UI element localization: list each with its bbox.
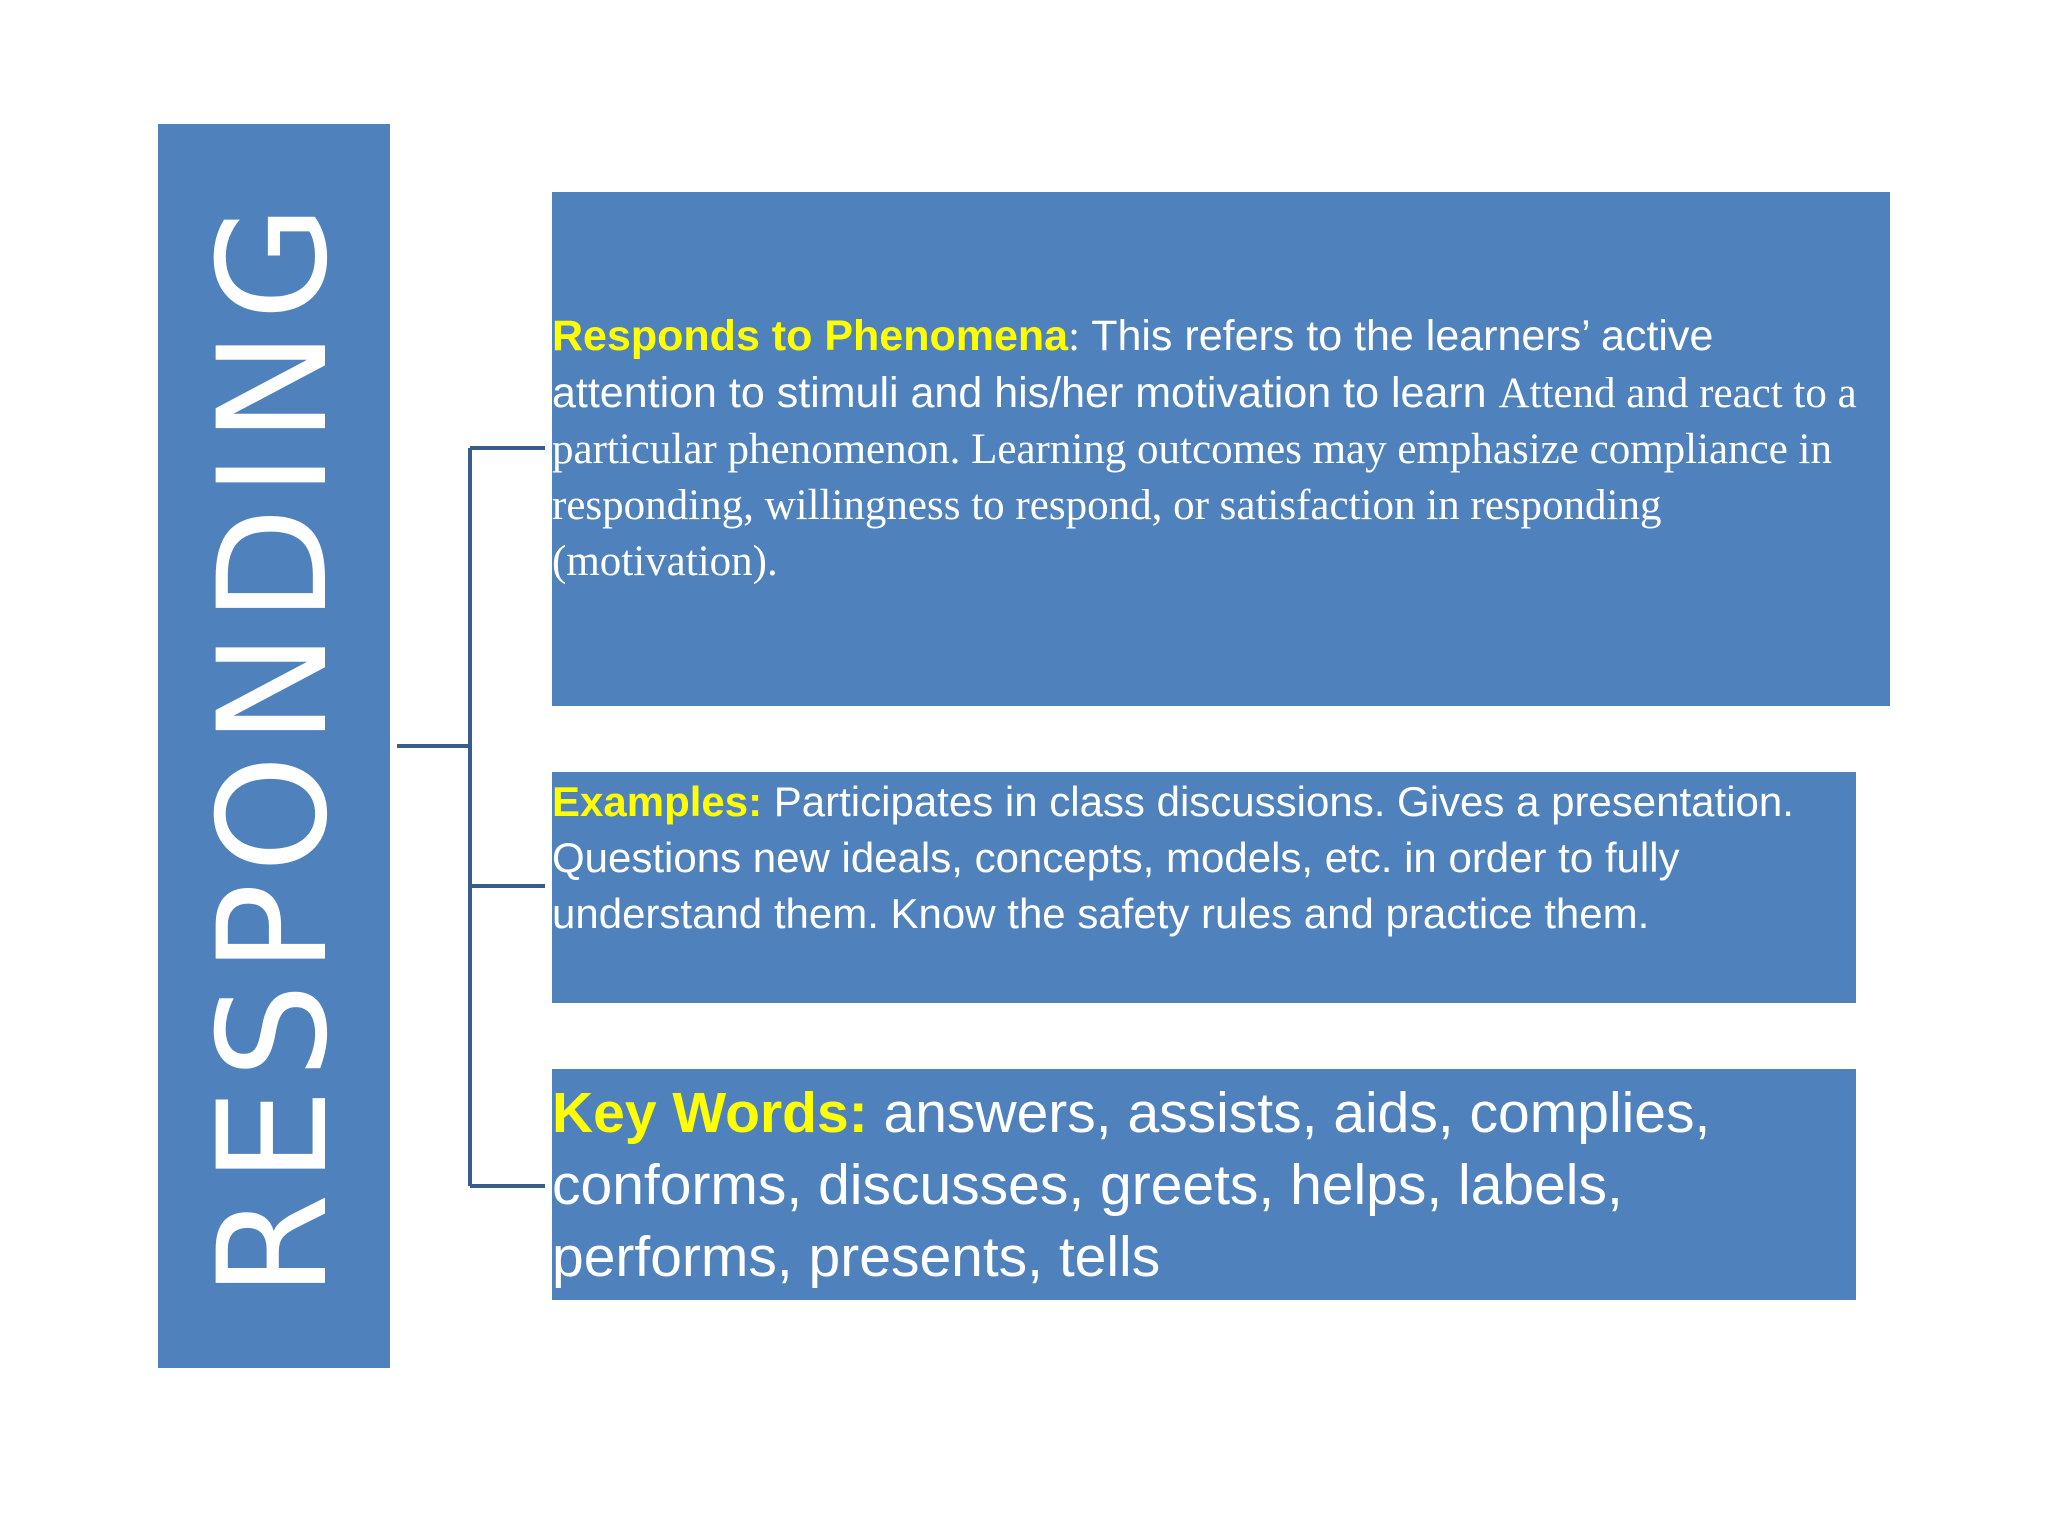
- phenomena-body: This refers to the learners’ active attention to stimuli and his/her motivation to learn: [552, 312, 1714, 417]
- key-words-body: answers, assists, aids, complies, conforms, discusses, greets, helps, labels, performs, presents, tells: [552, 1081, 1711, 1289]
- phenomena-body-serif: Attend and react to a particular phenomenon. Learning outcomes may emphasize compliance in responding, willingness to respond, or satisfaction in responding (motivation).: [552, 370, 1857, 585]
- title-text: RESPONDING: [187, 194, 361, 1298]
- phenomena-heading: Responds to Phenomena: [552, 312, 1069, 360]
- examples-body: Participates in class discussions. Gives a presentation. Questions new ideals, concepts, models, etc. in order to fully understand them. Know the safety rules and practice them.: [552, 778, 1794, 937]
- examples-box: [552, 772, 1856, 1003]
- phenomena-box: [552, 192, 1890, 706]
- phenomena-separator: :: [1068, 313, 1081, 360]
- examples-heading: Examples:: [552, 778, 763, 825]
- key-words-separator: :: [848, 1081, 868, 1145]
- key-words-heading: Key Words: [552, 1081, 849, 1145]
- key-words-box: [552, 1069, 1856, 1300]
